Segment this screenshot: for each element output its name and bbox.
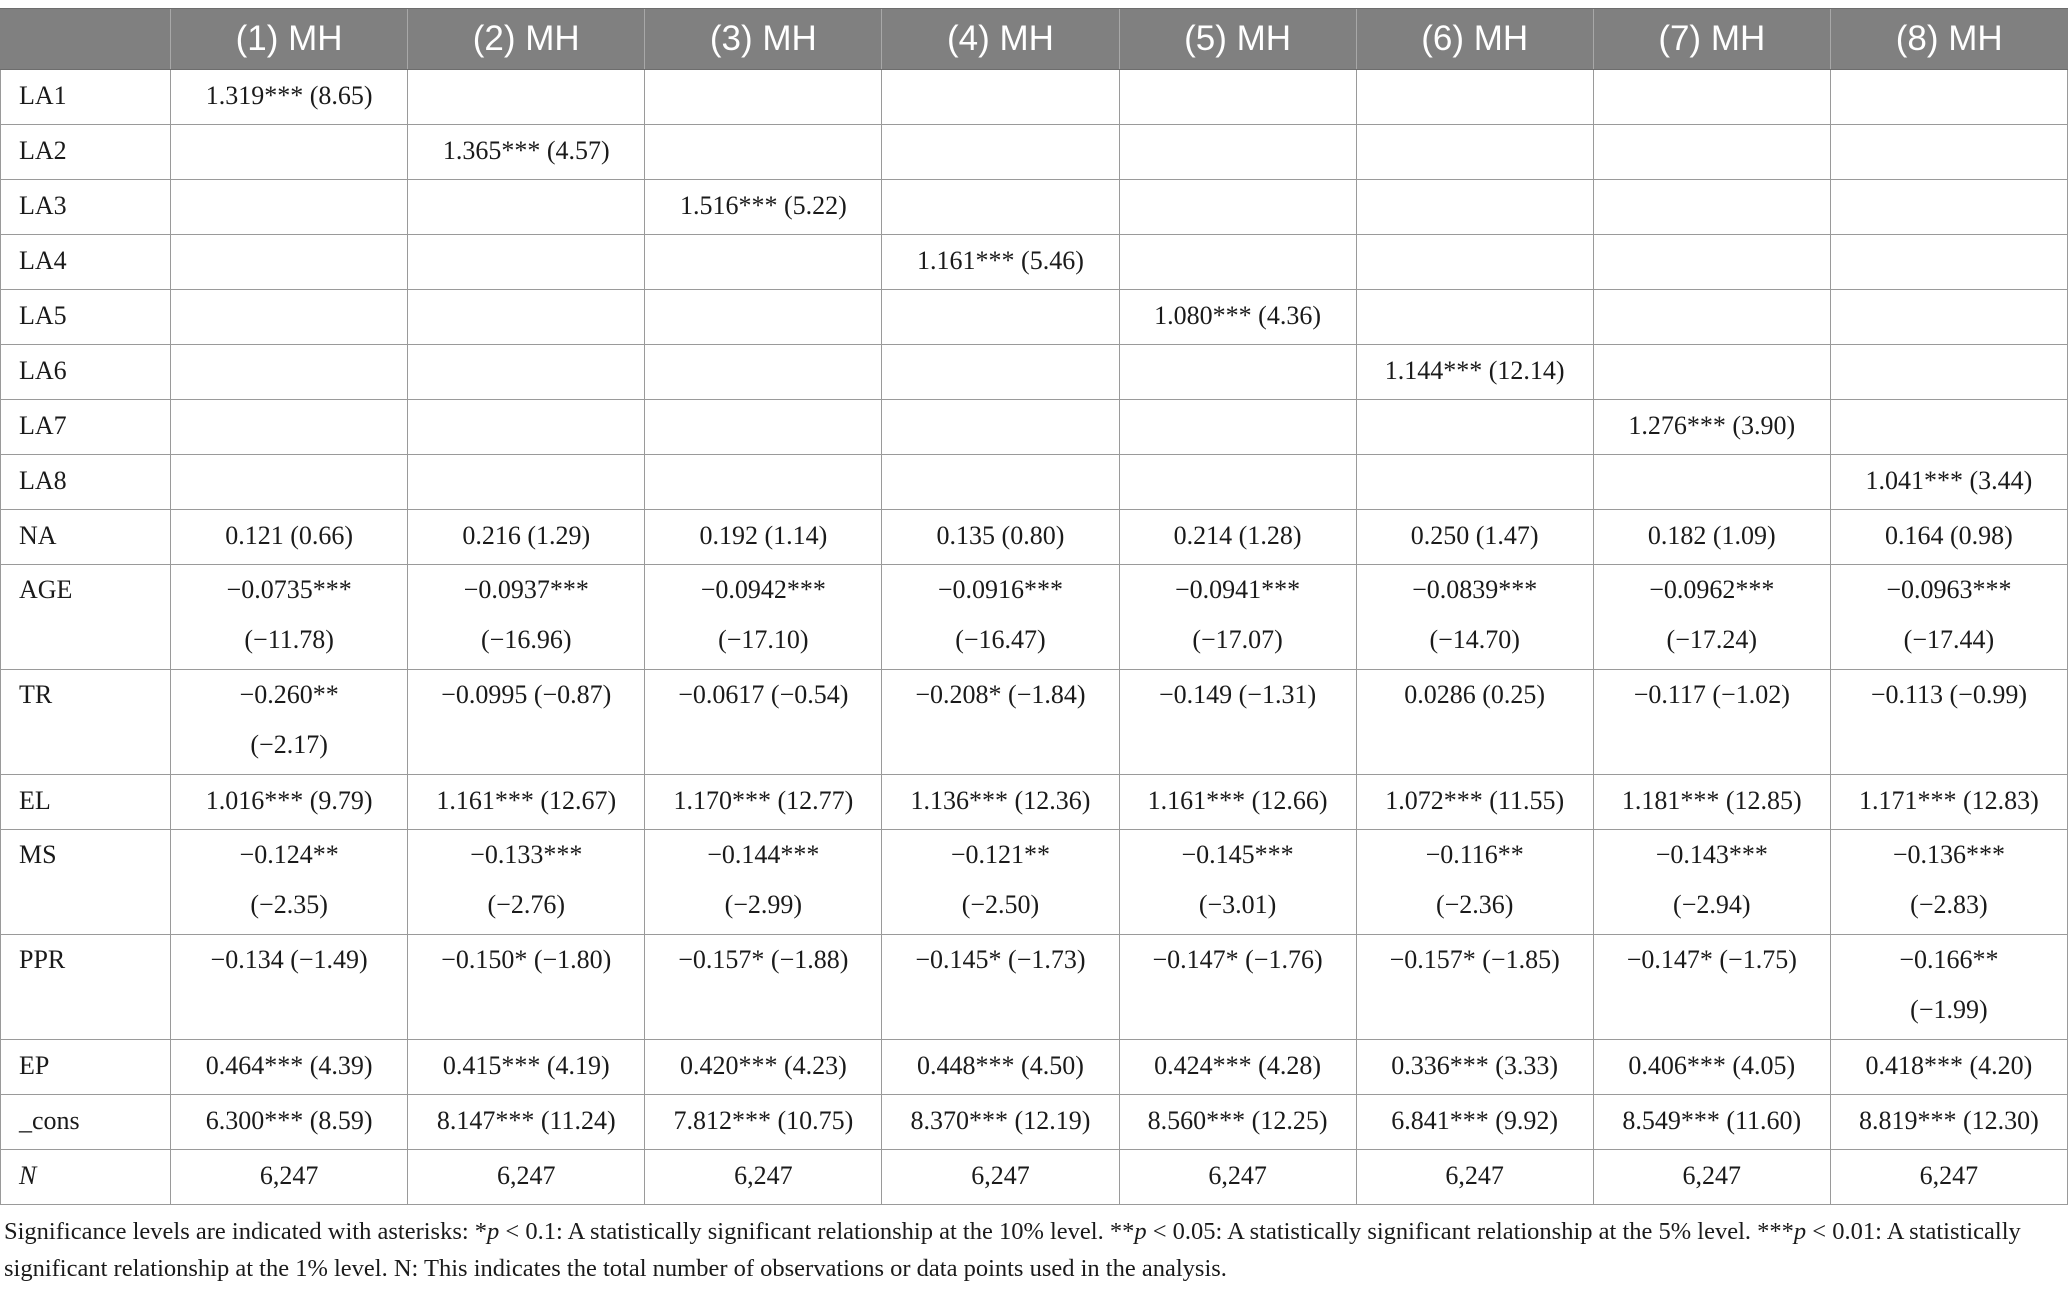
- table-cell: −0.260** (−2.17): [171, 670, 408, 775]
- table-cell: [1119, 125, 1356, 180]
- row-label: EL: [1, 775, 171, 830]
- table-cell: 6,247: [171, 1150, 408, 1205]
- header-cell-model-3: (3) MH: [645, 9, 882, 70]
- table-cell: −0.124** (−2.35): [171, 830, 408, 935]
- table-cell: 8.370*** (12.19): [882, 1095, 1119, 1150]
- header-cell-model-4: (4) MH: [882, 9, 1119, 70]
- table-cell: [1119, 180, 1356, 235]
- row-label: LA2: [1, 125, 171, 180]
- table-cell: −0.0941*** (−17.07): [1119, 565, 1356, 670]
- table-cell: 0.420*** (4.23): [645, 1040, 882, 1095]
- table-cell: [171, 455, 408, 510]
- table-cell: [1356, 125, 1593, 180]
- table-cell: 0.250 (1.47): [1356, 510, 1593, 565]
- header-cell-model-8: (8) MH: [1830, 9, 2067, 70]
- table-cell: 1.136*** (12.36): [882, 775, 1119, 830]
- table-cell: −0.117 (−1.02): [1593, 670, 1830, 775]
- table-cell: −0.145* (−1.73): [882, 935, 1119, 1040]
- table-row: [1, 830, 2068, 935]
- table-cell: 8.819*** (12.30): [1830, 1095, 2067, 1150]
- table-row: [1, 1150, 2068, 1205]
- table-cell: 0.464*** (4.39): [171, 1040, 408, 1095]
- table-cell: [1593, 70, 1830, 125]
- table-cell: 0.135 (0.80): [882, 510, 1119, 565]
- table-row: [1, 180, 2068, 235]
- table-cell: 1.516*** (5.22): [645, 180, 882, 235]
- table-cell: [1119, 455, 1356, 510]
- table-cell: −0.147* (−1.75): [1593, 935, 1830, 1040]
- table-cell: [171, 290, 408, 345]
- table-row: [1, 235, 2068, 290]
- table-cell: [645, 235, 882, 290]
- footnote-text: < 0.1: A statistically significant relationship at the 10% level. **: [499, 1218, 1135, 1245]
- row-label: N: [1, 1150, 171, 1205]
- row-label: LA8: [1, 455, 171, 510]
- table-cell: 1.181*** (12.85): [1593, 775, 1830, 830]
- table-cell: [408, 180, 645, 235]
- header-cell-model-2: (2) MH: [408, 9, 645, 70]
- table-cell: [645, 125, 882, 180]
- table-cell: 1.072*** (11.55): [1356, 775, 1593, 830]
- table-cell: −0.133*** (−2.76): [408, 830, 645, 935]
- table-cell: −0.0839*** (−14.70): [1356, 565, 1593, 670]
- header-cell-model-7: (7) MH: [1593, 9, 1830, 70]
- table-cell: −0.147* (−1.76): [1119, 935, 1356, 1040]
- table-footnote: [0, 1213, 2068, 1287]
- table-row: [1, 345, 2068, 400]
- row-label: TR: [1, 670, 171, 775]
- table-cell: [171, 235, 408, 290]
- footnote-text: Significance levels are indicated with asterisks: *: [4, 1218, 488, 1245]
- table-cell: [645, 290, 882, 345]
- table-cell: [1593, 455, 1830, 510]
- table-cell: 7.812*** (10.75): [645, 1095, 882, 1150]
- table-cell: [1593, 125, 1830, 180]
- table-row: [1, 935, 2068, 1040]
- footnote-text: < 0.05: A statistically significant relationship at the 5% level. ***: [1146, 1218, 1794, 1245]
- table-cell: [882, 290, 1119, 345]
- table-cell: [1119, 235, 1356, 290]
- table-cell: [1830, 180, 2067, 235]
- row-label: PPR: [1, 935, 171, 1040]
- table-cell: 8.549*** (11.60): [1593, 1095, 1830, 1150]
- table-cell: −0.116** (−2.36): [1356, 830, 1593, 935]
- table-cell: −0.157* (−1.85): [1356, 935, 1593, 1040]
- table-cell: 1.041*** (3.44): [1830, 455, 2067, 510]
- table-cell: [1593, 345, 1830, 400]
- table-cell: 0.418*** (4.20): [1830, 1040, 2067, 1095]
- table-row: [1, 125, 2068, 180]
- table-cell: 0.192 (1.14): [645, 510, 882, 565]
- table-cell: [171, 125, 408, 180]
- row-label: AGE: [1, 565, 171, 670]
- table-cell: 0.415*** (4.19): [408, 1040, 645, 1095]
- table-cell: [882, 180, 1119, 235]
- table-row: [1, 70, 2068, 125]
- table-cell: 1.144*** (12.14): [1356, 345, 1593, 400]
- footnote-text: < 0.01: A statistically significant relationship at the 1% level. N: This indicates the total number of observations or data points used in the analysis.: [4, 1218, 2021, 1282]
- table-row: [1, 1040, 2068, 1095]
- table-cell: 6,247: [645, 1150, 882, 1205]
- table-cell: 8.560*** (12.25): [1119, 1095, 1356, 1150]
- table-row: [1, 455, 2068, 510]
- row-label: LA3: [1, 180, 171, 235]
- table-cell: [645, 70, 882, 125]
- footnote-p-symbol: p: [487, 1218, 500, 1245]
- row-label: _cons: [1, 1095, 171, 1150]
- table-cell: 1.161*** (12.67): [408, 775, 645, 830]
- table-cell: −0.121** (−2.50): [882, 830, 1119, 935]
- header-cell-blank: [1, 9, 171, 70]
- table-cell: [645, 455, 882, 510]
- row-label: LA5: [1, 290, 171, 345]
- table-cell: [882, 70, 1119, 125]
- table-cell: 0.182 (1.09): [1593, 510, 1830, 565]
- header-row: [1, 9, 2068, 70]
- table-cell: 6.300*** (8.59): [171, 1095, 408, 1150]
- table-cell: −0.145*** (−3.01): [1119, 830, 1356, 935]
- table-cell: 1.080*** (4.36): [1119, 290, 1356, 345]
- table-row: [1, 670, 2068, 775]
- table-cell: [882, 400, 1119, 455]
- table-cell: [1593, 235, 1830, 290]
- table-cell: 1.365*** (4.57): [408, 125, 645, 180]
- table-cell: [645, 345, 882, 400]
- table-cell: 1.161*** (12.66): [1119, 775, 1356, 830]
- table-cell: −0.0962*** (−17.24): [1593, 565, 1830, 670]
- table-cell: −0.150* (−1.80): [408, 935, 645, 1040]
- table-cell: −0.0735*** (−11.78): [171, 565, 408, 670]
- table-cell: [1593, 180, 1830, 235]
- table-cell: 6,247: [1356, 1150, 1593, 1205]
- table-cell: 0.164 (0.98): [1830, 510, 2067, 565]
- table-cell: −0.136*** (−2.83): [1830, 830, 2067, 935]
- table-cell: 1.170*** (12.77): [645, 775, 882, 830]
- table-cell: [408, 345, 645, 400]
- table-cell: 6,247: [1593, 1150, 1830, 1205]
- table-body: [1, 70, 2068, 1205]
- table-cell: [1830, 235, 2067, 290]
- table-cell: 1.319*** (8.65): [171, 70, 408, 125]
- table-cell: [408, 290, 645, 345]
- table-cell: [408, 455, 645, 510]
- row-label: MS: [1, 830, 171, 935]
- table-cell: 6,247: [1830, 1150, 2067, 1205]
- table-cell: 6,247: [408, 1150, 645, 1205]
- table-cell: −0.134 (−1.49): [171, 935, 408, 1040]
- row-label: EP: [1, 1040, 171, 1095]
- header-cell-model-5: (5) MH: [1119, 9, 1356, 70]
- table-cell: [882, 125, 1119, 180]
- table-row: [1, 1095, 2068, 1150]
- table-cell: [1356, 70, 1593, 125]
- table-cell: −0.208* (−1.84): [882, 670, 1119, 775]
- table-cell: −0.0963*** (−17.44): [1830, 565, 2067, 670]
- row-label: NA: [1, 510, 171, 565]
- row-label: LA4: [1, 235, 171, 290]
- table-cell: [171, 345, 408, 400]
- table-cell: −0.144*** (−2.99): [645, 830, 882, 935]
- table-cell: [1356, 400, 1593, 455]
- table-row: [1, 510, 2068, 565]
- regression-table: [0, 8, 2068, 1205]
- table-cell: 0.406*** (4.05): [1593, 1040, 1830, 1095]
- table-cell: 0.214 (1.28): [1119, 510, 1356, 565]
- table-cell: 6,247: [1119, 1150, 1356, 1205]
- table-cell: −0.0916*** (−16.47): [882, 565, 1119, 670]
- table-cell: [1593, 290, 1830, 345]
- table-cell: [171, 400, 408, 455]
- table-cell: −0.0617 (−0.54): [645, 670, 882, 775]
- table-cell: [1119, 345, 1356, 400]
- table-cell: 1.161*** (5.46): [882, 235, 1119, 290]
- table-row: [1, 565, 2068, 670]
- table-row: [1, 290, 2068, 345]
- table-cell: [1356, 290, 1593, 345]
- table-cell: −0.0937*** (−16.96): [408, 565, 645, 670]
- table-cell: [1830, 345, 2067, 400]
- regression-table-container: [0, 8, 2068, 1287]
- table-cell: −0.149 (−1.31): [1119, 670, 1356, 775]
- row-label: LA1: [1, 70, 171, 125]
- table-cell: [1119, 400, 1356, 455]
- table-cell: [1830, 400, 2067, 455]
- table-cell: 6,247: [882, 1150, 1119, 1205]
- table-cell: −0.0995 (−0.87): [408, 670, 645, 775]
- table-cell: [645, 400, 882, 455]
- table-cell: 0.448*** (4.50): [882, 1040, 1119, 1095]
- table-cell: 0.336*** (3.33): [1356, 1040, 1593, 1095]
- table-cell: 0.0286 (0.25): [1356, 670, 1593, 775]
- row-label: LA6: [1, 345, 171, 400]
- table-cell: 1.276*** (3.90): [1593, 400, 1830, 455]
- table-cell: −0.166** (−1.99): [1830, 935, 2067, 1040]
- header-cell-model-1: (1) MH: [171, 9, 408, 70]
- table-cell: [882, 455, 1119, 510]
- table-cell: [1830, 290, 2067, 345]
- table-cell: [171, 180, 408, 235]
- table-cell: 1.171*** (12.83): [1830, 775, 2067, 830]
- table-cell: [408, 400, 645, 455]
- table-cell: 0.216 (1.29): [408, 510, 645, 565]
- table-cell: [882, 345, 1119, 400]
- table-cell: 0.121 (0.66): [171, 510, 408, 565]
- footnote-p-symbol: p: [1793, 1218, 1807, 1245]
- table-cell: −0.0942*** (−17.10): [645, 565, 882, 670]
- table-cell: −0.113 (−0.99): [1830, 670, 2067, 775]
- table-cell: [1356, 455, 1593, 510]
- table-cell: 1.016*** (9.79): [171, 775, 408, 830]
- table-cell: [1356, 235, 1593, 290]
- table-cell: [1830, 125, 2067, 180]
- table-cell: 0.424*** (4.28): [1119, 1040, 1356, 1095]
- table-cell: [1119, 70, 1356, 125]
- table-cell: [408, 70, 645, 125]
- table-row: [1, 775, 2068, 830]
- header-cell-model-6: (6) MH: [1356, 9, 1593, 70]
- table-row: [1, 400, 2068, 455]
- table-cell: −0.143*** (−2.94): [1593, 830, 1830, 935]
- table-cell: 6.841*** (9.92): [1356, 1095, 1593, 1150]
- footnote-p-symbol: p: [1134, 1218, 1147, 1245]
- table-cell: [408, 235, 645, 290]
- table-cell: [1356, 180, 1593, 235]
- table-cell: −0.157* (−1.88): [645, 935, 882, 1040]
- table-cell: [1830, 70, 2067, 125]
- table-cell: 8.147*** (11.24): [408, 1095, 645, 1150]
- row-label: LA7: [1, 400, 171, 455]
